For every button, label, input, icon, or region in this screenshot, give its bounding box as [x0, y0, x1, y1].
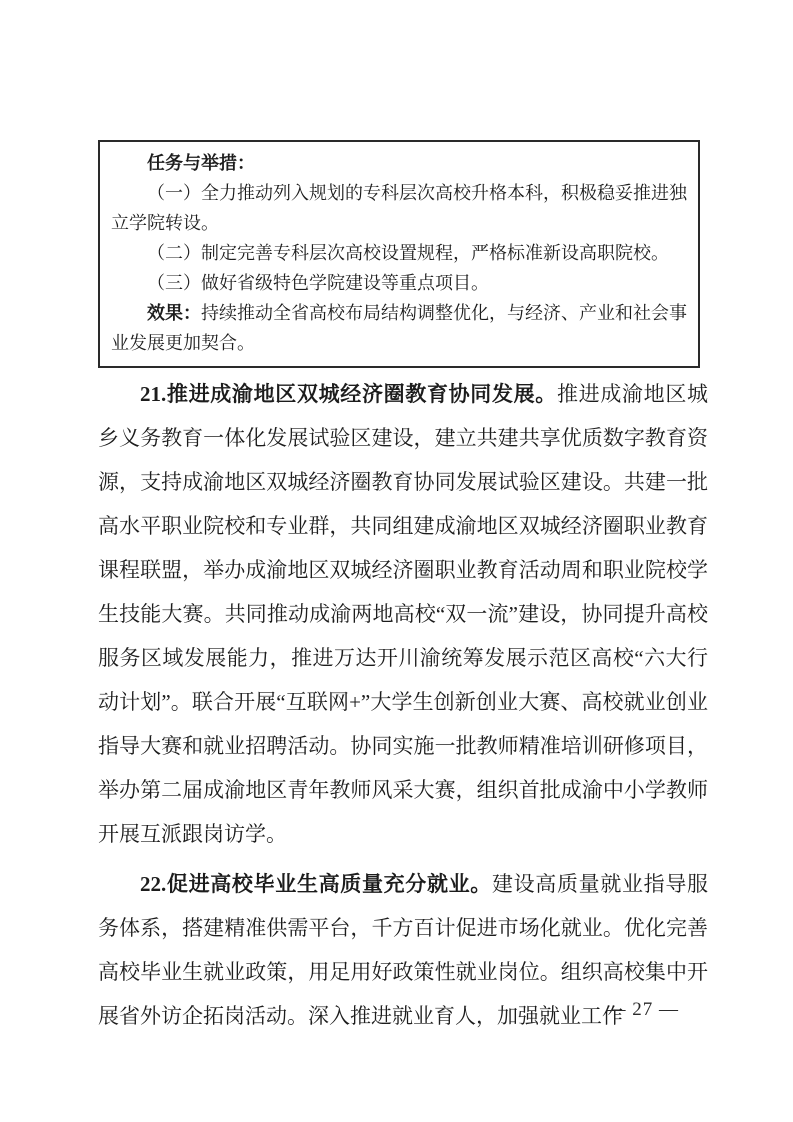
task-box-item-3: （三）做好省级特色学院建设等重点项目。 — [147, 273, 489, 293]
task-box-item-1: （一）全力推动列入规划的专科层次高校升格本科，积极稳妥推进独立学院转设。 — [111, 183, 687, 233]
paragraph-22-body: 建设高质量就业指导服务体系，搭建精准供需平台，千方百计促进市场化就业。优化完善高校毕业生就业政策，用足用好政策性就业岗位。组织高校集中开展省外访企拓岗活动。深入推进就业育人，加强就业工作 — [98, 872, 708, 1028]
task-measures-box — [98, 140, 700, 368]
paragraph-21-body: 推进成渝地区城乡义务教育一体化发展试验区建设，建立共建共享优质数字教育资源，支持成渝地区双城经济圈教育协同发展试验区建设。共建一批高水平职业院校和专业群，共同组建成渝地区双城经济圈职业教育课程联盟，举办成渝地区双城经济圈职业教育活动周和职业院校学生技能大赛。共同推动成渝两地高校“双一流”建设，协同提升高校服务区域发展能力，推进万达开川渝统筹发展示范区高校“六大行动计划”。联合开展“互联网+”大学生创新创业大赛、高校就业创业指导大赛和就业招聘活动。协同实施一批教师精准培训研修项目，举办第二届成渝地区青年教师风采大赛，组织首批成渝中小学教师开展互派跟岗访学。 — [98, 382, 709, 846]
paragraph-21-lead: 21.推进成渝地区双城经济圈教育协同发展。 — [140, 382, 557, 406]
paragraph-21 — [98, 372, 708, 856]
body-content — [98, 372, 708, 1044]
effect-label: 效果： — [147, 303, 201, 323]
paragraph-22-lead: 22.促进高校毕业生高质量充分就业。 — [140, 872, 492, 896]
effect-text: 持续推动全省高校布局结构调整优化，与经济、产业和社会事业发展更加契合。 — [111, 303, 687, 353]
task-box-title: 任务与举措： — [147, 153, 255, 173]
task-box-item-2: （二）制定完善专科层次高校设置规程，严格标准新设高职院校。 — [147, 243, 669, 263]
task-box-effect — [111, 298, 687, 358]
page-number: — 27 — — [606, 999, 679, 1020]
